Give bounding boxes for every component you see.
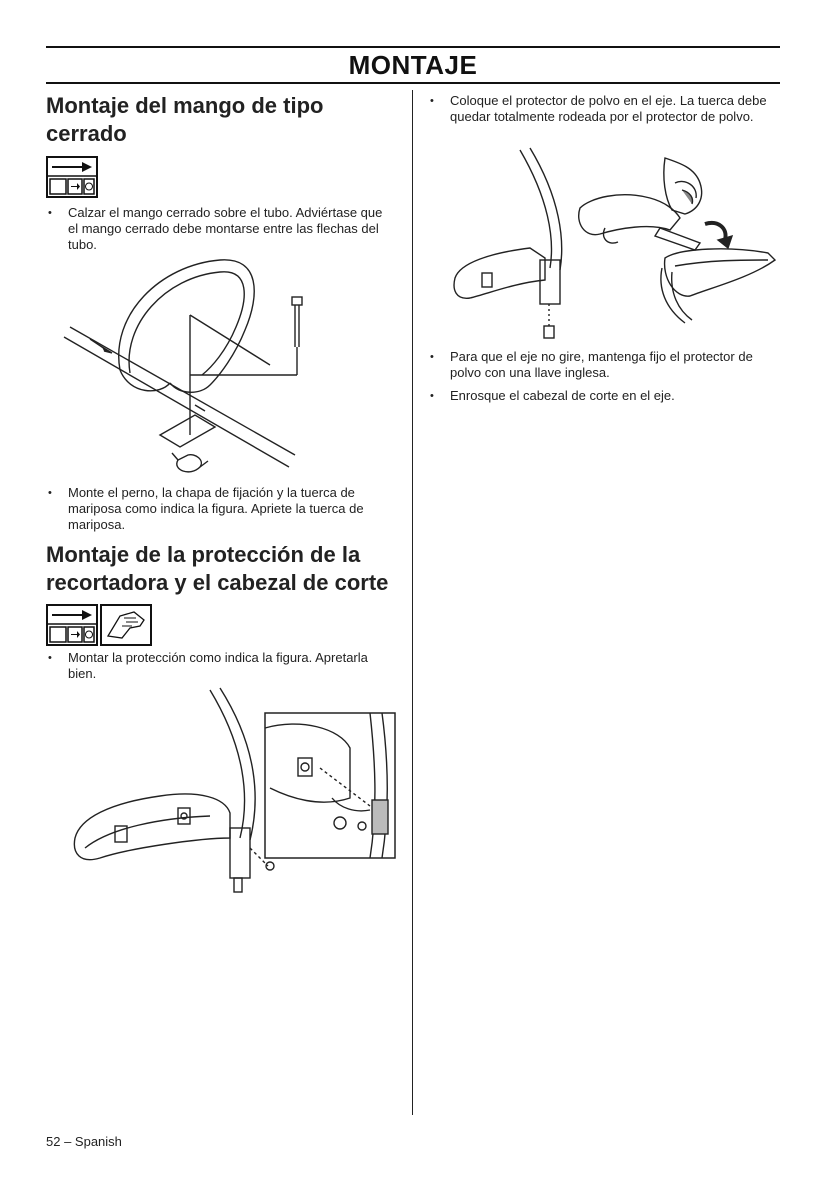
bullet-trimmer-guard-1: • Montar la protección como indica la figura. Apretarla bien. [46, 650, 396, 682]
header-rule-top [46, 46, 780, 48]
bullet-dust-cover-2: • Para que el eje no gire, mantenga fijo el protector de polvo con una llave inglesa. [428, 349, 780, 381]
section-title-trimmer-guard: Montaje de la protección de la recortadora y el cabezal de corte [46, 542, 389, 595]
bullet-dust-cover-1: • Coloque el protector de polvo en el eje. La tuerca debe quedar totalmente rodeada por el protector de polvo. [428, 93, 780, 125]
assembly-arrow-icon [46, 604, 98, 651]
page-header-title: MONTAJE [348, 50, 478, 80]
trimmer-guard-illustration [70, 688, 400, 903]
closed-handle-illustration [60, 255, 320, 485]
page-footer: 52 – Spanish [46, 1134, 122, 1149]
bullet-dust-cover-3: • Enrosque el cabezal de corte en el eje. [428, 388, 780, 404]
section-title-closed-handle: Montaje del mango de tipo cerrado [46, 93, 324, 146]
column-divider [412, 90, 413, 1115]
header-rule-bottom [46, 82, 780, 84]
bullet-closed-handle-1: • Calzar el mango cerrado sobre el tubo. Adviértase que el mango cerrado debe montarse entre las flechas del tubo. [46, 205, 396, 253]
dust-cover-illustration [450, 148, 780, 348]
gloves-icon [100, 604, 152, 651]
bullet-closed-handle-2: • Monte el perno, la chapa de fijación y la tuerca de mariposa como indica la figura. Apriete la tuerca de mariposa. [46, 485, 396, 533]
assembly-arrow-icon [46, 156, 98, 203]
